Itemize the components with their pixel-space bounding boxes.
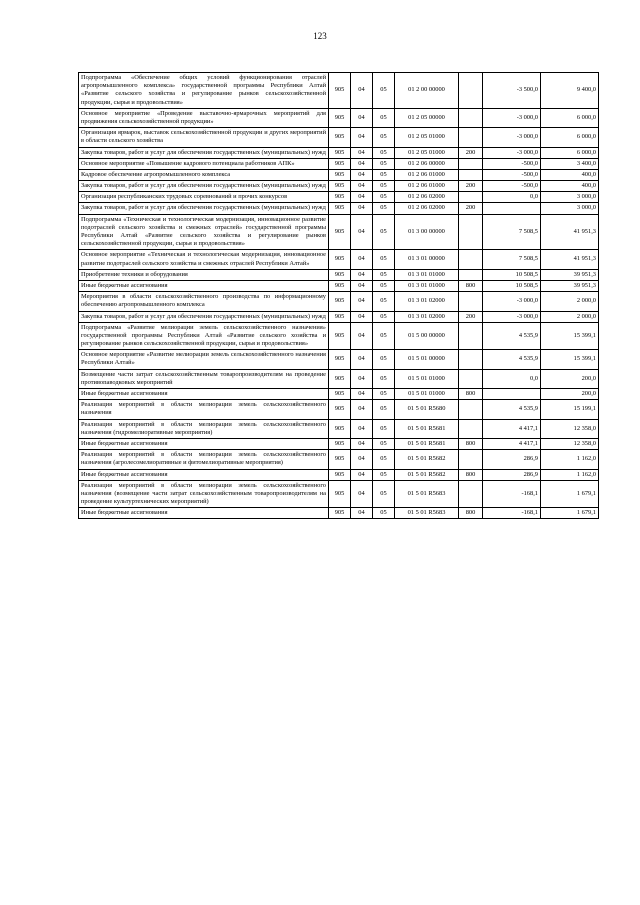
change-amount: 10 508,5 — [483, 280, 541, 291]
subsection-code: 05 — [373, 128, 395, 147]
row-name: Подпрограмма «Обеспечение общих условий функционирования отраслей агропромышленного комплекса» государственной программы Республики Алтай «Развитие сельского хозяйства и регулирование рынков сельскохозяйственной продукции, сырья и продовольствия» — [79, 73, 329, 109]
expense-type-code — [459, 73, 483, 109]
table-row — [79, 419, 599, 438]
total-amount: 6 000,0 — [541, 147, 599, 158]
expense-type-code: 800 — [459, 508, 483, 519]
section-code: 04 — [351, 350, 373, 369]
change-amount: 4 417,1 — [483, 438, 541, 449]
target-article-code: 01 5 01 R5680 — [395, 400, 459, 419]
target-article-code: 01 2 00 00000 — [395, 73, 459, 109]
target-article-code: 01 2 06 00000 — [395, 158, 459, 169]
target-article-code: 01 5 01 R5681 — [395, 438, 459, 449]
row-name: Иные бюджетные ассигнования — [79, 508, 329, 519]
total-amount: 400,0 — [541, 169, 599, 180]
table-row — [79, 350, 599, 369]
section-code: 04 — [351, 269, 373, 280]
subsection-code: 05 — [373, 269, 395, 280]
table-row — [79, 269, 599, 280]
target-article-code: 01 5 00 00000 — [395, 322, 459, 350]
row-name: Кадровое обеспечение агропромышленного комплекса — [79, 169, 329, 180]
total-amount: 3 400,0 — [541, 158, 599, 169]
expense-type-code — [459, 108, 483, 127]
section-code: 04 — [351, 181, 373, 192]
section-code: 04 — [351, 322, 373, 350]
table-row — [79, 181, 599, 192]
ved-code: 905 — [329, 147, 351, 158]
total-amount: 9 400,0 — [541, 73, 599, 109]
section-code: 04 — [351, 450, 373, 469]
ved-code: 905 — [329, 181, 351, 192]
row-name: Реализация мероприятий в области мелиорации земель сельскохозяйственного назначения (возмещение части затрат сельскохозяйственным товаропроизводителям на проведение культуртехнических мероприятий) — [79, 480, 329, 508]
change-amount: -3 000,0 — [483, 147, 541, 158]
change-amount: 7 508,5 — [483, 250, 541, 269]
total-amount: 6 000,0 — [541, 128, 599, 147]
ved-code: 905 — [329, 350, 351, 369]
subsection-code: 05 — [373, 469, 395, 480]
budget-table — [78, 72, 599, 519]
change-amount: 4 535,9 — [483, 322, 541, 350]
row-name: Закупка товаров, работ и услуг для обеспечения государственных (муниципальных) нужд — [79, 147, 329, 158]
expense-type-code: 800 — [459, 469, 483, 480]
target-article-code: 01 5 01 R5682 — [395, 469, 459, 480]
target-article-code: 01 5 01 R5683 — [395, 508, 459, 519]
expense-type-code — [459, 250, 483, 269]
table-row — [79, 389, 599, 400]
section-code: 04 — [351, 280, 373, 291]
table-row — [79, 214, 599, 250]
section-code: 04 — [351, 214, 373, 250]
change-amount: 0,0 — [483, 192, 541, 203]
target-article-code: 01 2 06 01000 — [395, 169, 459, 180]
section-code: 04 — [351, 292, 373, 311]
change-amount: -3 000,0 — [483, 128, 541, 147]
target-article-code: 01 2 06 02000 — [395, 203, 459, 214]
table-row — [79, 147, 599, 158]
target-article-code: 01 3 00 00000 — [395, 214, 459, 250]
total-amount: 15 399,1 — [541, 322, 599, 350]
total-amount: 1 162,0 — [541, 469, 599, 480]
total-amount: 15 399,1 — [541, 350, 599, 369]
section-code: 04 — [351, 369, 373, 388]
expense-type-code — [459, 128, 483, 147]
ved-code: 905 — [329, 419, 351, 438]
change-amount: -3 000,0 — [483, 108, 541, 127]
row-name: Основное мероприятие «Повышение кадрового потенциала работников АПК» — [79, 158, 329, 169]
table-row — [79, 369, 599, 388]
section-code: 04 — [351, 480, 373, 508]
table-row — [79, 203, 599, 214]
row-name: Иные бюджетные ассигнования — [79, 469, 329, 480]
total-amount: 41 951,3 — [541, 250, 599, 269]
table-row — [79, 450, 599, 469]
target-article-code: 01 3 01 02000 — [395, 311, 459, 322]
section-code: 04 — [351, 108, 373, 127]
row-name: Мероприятия в области сельскохозяйственного производства по информационному обеспечению агропромышленного комплекса — [79, 292, 329, 311]
expense-type-code — [459, 450, 483, 469]
target-article-code: 01 3 01 02000 — [395, 292, 459, 311]
table-row — [79, 311, 599, 322]
subsection-code: 05 — [373, 169, 395, 180]
section-code: 04 — [351, 203, 373, 214]
table-row — [79, 438, 599, 449]
total-amount: 200,0 — [541, 369, 599, 388]
subsection-code: 05 — [373, 311, 395, 322]
total-amount: 2 000,0 — [541, 311, 599, 322]
row-name: Приобретение техники и оборудования — [79, 269, 329, 280]
expense-type-code — [459, 158, 483, 169]
total-amount: 1 679,1 — [541, 508, 599, 519]
total-amount: 400,0 — [541, 181, 599, 192]
row-name: Основное мероприятие «Развитие мелиорации земель сельскохозяйственного назначения Республики Алтай» — [79, 350, 329, 369]
ved-code: 905 — [329, 450, 351, 469]
expense-type-code — [459, 350, 483, 369]
section-code: 04 — [351, 147, 373, 158]
expense-type-code: 800 — [459, 438, 483, 449]
table-row — [79, 169, 599, 180]
target-article-code: 01 2 06 01000 — [395, 181, 459, 192]
subsection-code: 05 — [373, 400, 395, 419]
ved-code: 905 — [329, 292, 351, 311]
ved-code: 905 — [329, 158, 351, 169]
section-code: 04 — [351, 389, 373, 400]
total-amount: 1 162,0 — [541, 450, 599, 469]
total-amount: 2 000,0 — [541, 292, 599, 311]
row-name: Иные бюджетные ассигнования — [79, 389, 329, 400]
row-name: Реализация мероприятий в области мелиорации земель сельскохозяйственного назначения — [79, 400, 329, 419]
total-amount: 6 000,0 — [541, 108, 599, 127]
change-amount: -168,1 — [483, 508, 541, 519]
subsection-code: 05 — [373, 214, 395, 250]
expense-type-code: 200 — [459, 203, 483, 214]
expense-type-code — [459, 269, 483, 280]
total-amount: 39 951,3 — [541, 280, 599, 291]
section-code: 04 — [351, 73, 373, 109]
target-article-code: 01 2 05 01000 — [395, 128, 459, 147]
subsection-code: 05 — [373, 322, 395, 350]
target-article-code: 01 5 01 01000 — [395, 389, 459, 400]
change-amount: 286,9 — [483, 469, 541, 480]
total-amount: 3 000,0 — [541, 203, 599, 214]
ved-code: 905 — [329, 469, 351, 480]
subsection-code: 05 — [373, 181, 395, 192]
subsection-code: 05 — [373, 250, 395, 269]
subsection-code: 05 — [373, 292, 395, 311]
subsection-code: 05 — [373, 480, 395, 508]
change-amount — [483, 203, 541, 214]
table-row — [79, 128, 599, 147]
ved-code: 905 — [329, 311, 351, 322]
target-article-code: 01 5 01 00000 — [395, 350, 459, 369]
table-row — [79, 292, 599, 311]
change-amount: 7 508,5 — [483, 214, 541, 250]
row-name: Закупка товаров, работ и услуг для обеспечения государственных (муниципальных) нужд — [79, 311, 329, 322]
expense-type-code — [459, 480, 483, 508]
target-article-code: 01 5 01 R5682 — [395, 450, 459, 469]
subsection-code: 05 — [373, 147, 395, 158]
row-name: Закупка товаров, работ и услуг для обеспечения государственных (муниципальных) нужд — [79, 181, 329, 192]
target-article-code: 01 2 05 00000 — [395, 108, 459, 127]
total-amount: 39 951,3 — [541, 269, 599, 280]
subsection-code: 05 — [373, 438, 395, 449]
change-amount: -3 500,0 — [483, 73, 541, 109]
row-name: Подпрограмма «Развитие мелиорации земель сельскохозяйственного назначения» государственной программы Республики Алтай «Развитие сельского хозяйства и регулирование рынков сельскохозяйственной продукции, сырья и продовольствия» — [79, 322, 329, 350]
table-row — [79, 158, 599, 169]
change-amount: 286,9 — [483, 450, 541, 469]
ved-code: 905 — [329, 280, 351, 291]
table-body — [79, 73, 599, 519]
table-row — [79, 400, 599, 419]
total-amount: 1 679,1 — [541, 480, 599, 508]
change-amount: 4 417,1 — [483, 419, 541, 438]
ved-code: 905 — [329, 389, 351, 400]
target-article-code: 01 2 05 01000 — [395, 147, 459, 158]
subsection-code: 05 — [373, 73, 395, 109]
table-row — [79, 469, 599, 480]
total-amount: 15 199,1 — [541, 400, 599, 419]
expense-type-code — [459, 169, 483, 180]
ved-code: 905 — [329, 508, 351, 519]
target-article-code: 01 3 01 00000 — [395, 250, 459, 269]
expense-type-code — [459, 292, 483, 311]
subsection-code: 05 — [373, 158, 395, 169]
row-name: Организация республиканских трудовых соревнований и прочих конкурсов — [79, 192, 329, 203]
subsection-code: 05 — [373, 450, 395, 469]
subsection-code: 05 — [373, 192, 395, 203]
expense-type-code — [459, 192, 483, 203]
row-name: Подпрограмма «Техническая и технологическая модернизация, инновационное развитие подотраслей сельского хозяйства и смежных отраслей» государственной программы Республики Алтай «Развитие сельского хозяйства и регулирование рынков сельскохозяйственной продукции, сырья и продовольствия» — [79, 214, 329, 250]
target-article-code: 01 2 06 02000 — [395, 192, 459, 203]
change-amount: -500,0 — [483, 169, 541, 180]
row-name: Иные бюджетные ассигнования — [79, 280, 329, 291]
change-amount: -168,1 — [483, 480, 541, 508]
expense-type-code: 800 — [459, 280, 483, 291]
expense-type-code: 200 — [459, 311, 483, 322]
section-code: 04 — [351, 311, 373, 322]
expense-type-code — [459, 322, 483, 350]
subsection-code: 05 — [373, 369, 395, 388]
total-amount: 3 000,0 — [541, 192, 599, 203]
ved-code: 905 — [329, 169, 351, 180]
ved-code: 905 — [329, 214, 351, 250]
table-row — [79, 250, 599, 269]
subsection-code: 05 — [373, 280, 395, 291]
change-amount: -3 000,0 — [483, 311, 541, 322]
ved-code: 905 — [329, 438, 351, 449]
section-code: 04 — [351, 469, 373, 480]
ved-code: 905 — [329, 480, 351, 508]
table-row — [79, 322, 599, 350]
expense-type-code — [459, 400, 483, 419]
subsection-code: 05 — [373, 108, 395, 127]
section-code: 04 — [351, 192, 373, 203]
section-code: 04 — [351, 508, 373, 519]
total-amount: 12 358,0 — [541, 438, 599, 449]
table-row — [79, 280, 599, 291]
subsection-code: 05 — [373, 203, 395, 214]
table-row — [79, 73, 599, 109]
expense-type-code: 200 — [459, 181, 483, 192]
ved-code: 905 — [329, 192, 351, 203]
change-amount — [483, 389, 541, 400]
target-article-code: 01 3 01 01000 — [395, 280, 459, 291]
change-amount: 0,0 — [483, 369, 541, 388]
change-amount: 10 508,5 — [483, 269, 541, 280]
total-amount: 200,0 — [541, 389, 599, 400]
change-amount: 4 535,9 — [483, 400, 541, 419]
section-code: 04 — [351, 400, 373, 419]
ved-code: 905 — [329, 203, 351, 214]
expense-type-code: 200 — [459, 147, 483, 158]
change-amount: -500,0 — [483, 181, 541, 192]
target-article-code: 01 5 01 R5681 — [395, 419, 459, 438]
target-article-code: 01 5 01 R5683 — [395, 480, 459, 508]
change-amount: -3 000,0 — [483, 292, 541, 311]
page-number: 123 — [313, 31, 327, 41]
subsection-code: 05 — [373, 389, 395, 400]
section-code: 04 — [351, 250, 373, 269]
row-name: Основное мероприятие «Техническая и технологическая модернизация, инновационное развитие подотраслей сельского хозяйства и смежных отраслей Республики Алтай» — [79, 250, 329, 269]
section-code: 04 — [351, 158, 373, 169]
section-code: 04 — [351, 169, 373, 180]
ved-code: 905 — [329, 322, 351, 350]
row-name: Закупка товаров, работ и услуг для обеспечения государственных (муниципальных) нужд — [79, 203, 329, 214]
row-name: Возмещение части затрат сельскохозяйственным товаропроизводителям на проведение противопаводковых мероприятий — [79, 369, 329, 388]
ved-code: 905 — [329, 369, 351, 388]
ved-code: 905 — [329, 73, 351, 109]
table-row — [79, 108, 599, 127]
row-name: Иные бюджетные ассигнования — [79, 438, 329, 449]
subsection-code: 05 — [373, 419, 395, 438]
row-name: Основное мероприятие «Проведение выставочно-ярмарочных мероприятий для продвижения сельскохозяйственной продукции» — [79, 108, 329, 127]
section-code: 04 — [351, 438, 373, 449]
expense-type-code — [459, 369, 483, 388]
section-code: 04 — [351, 128, 373, 147]
total-amount: 41 951,3 — [541, 214, 599, 250]
expense-type-code — [459, 214, 483, 250]
ved-code: 905 — [329, 128, 351, 147]
ved-code: 905 — [329, 400, 351, 419]
target-article-code: 01 5 01 01000 — [395, 369, 459, 388]
table-row — [79, 480, 599, 508]
table-row — [79, 508, 599, 519]
subsection-code: 05 — [373, 350, 395, 369]
total-amount: 12 358,0 — [541, 419, 599, 438]
section-code: 04 — [351, 419, 373, 438]
row-name: Реализация мероприятий в области мелиорации земель сельскохозяйственного назначения (гидромелиоративные мероприятия) — [79, 419, 329, 438]
ved-code: 905 — [329, 108, 351, 127]
row-name: Организация ярмарок, выставок сельскохозяйственной продукции и других мероприятий в области сельского хозяйства — [79, 128, 329, 147]
change-amount: -500,0 — [483, 158, 541, 169]
ved-code: 905 — [329, 269, 351, 280]
ved-code: 905 — [329, 250, 351, 269]
subsection-code: 05 — [373, 508, 395, 519]
expense-type-code — [459, 419, 483, 438]
table-row — [79, 192, 599, 203]
target-article-code: 01 3 01 01000 — [395, 269, 459, 280]
row-name: Реализация мероприятий в области мелиорации земель сельскохозяйственного назначения (агролесомелиоративные и фитомелиоративные мероприятия) — [79, 450, 329, 469]
expense-type-code: 800 — [459, 389, 483, 400]
change-amount: 4 535,9 — [483, 350, 541, 369]
